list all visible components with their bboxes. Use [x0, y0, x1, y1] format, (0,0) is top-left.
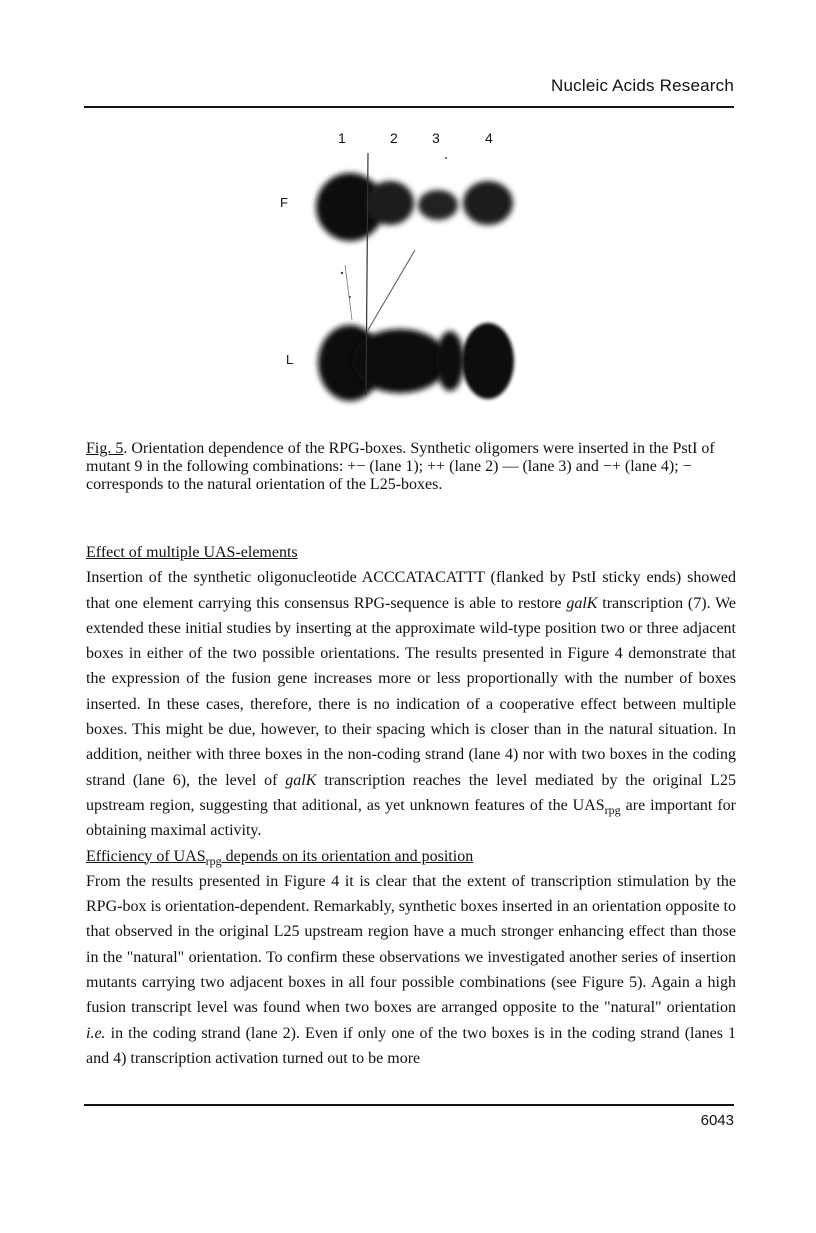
lane-label-1: 1: [338, 130, 346, 146]
paragraph-multiple-uas: Insertion of the synthetic oligonucleotide ACCCATACATTT (flanked by PstI sticky ends) showed that one element carrying this consensus RPG-sequence is able to restore galK transcription (7). We extended these initial studies by inserting at the approximate wild-type position two or three adjacent boxes in either of the two possible orientations. The results presented in Figure 4 demonstrate that the expression of the fusion gene increases more or less proportionally with the number of boxes inserted. In these cases, therefore, there is no indication of a cooperative effect between multiple boxes. This might be due, however, to their spacing which is closer than in the natural situation. In addition, neither with three boxes in the non-coding strand (lane 4) nor with two boxes in the coding strand (lane 6), the level of galK transcription reaches the level mediated by the original L25 upstream region, suggesting that aditional, as yet unknown features of the $UAS_{rpg}$ are important for obtaining maximal activity.: [86, 569, 737, 840]
section-heading-multiple-uas: Effect of multiple UAS-elements: [86, 544, 298, 561]
gel-image: [270, 125, 540, 415]
journal-title: Nucleic Acids Research: [551, 76, 734, 95]
gel-figure: [270, 125, 540, 415]
caption-label: Fig. 5: [86, 440, 124, 457]
band-label-f: F: [280, 195, 288, 210]
caption-text: . Orientation dependence of the RPG-boxes. Synthetic oligomers were inserted in the PstI of mutant 9 in the following combinations: +− (lane 1); ++ (lane 2) — (lane 3) and −+ (lane 4); − corresponds to the natural orientation of the L25-boxes.: [86, 440, 715, 493]
footer-rule: [84, 1104, 734, 1106]
figure-caption: [86, 440, 736, 494]
section-heading-orientation: Efficiency of $UAS_{rpg}$ depends on its orientation and position: [86, 847, 474, 868]
body-text: [86, 540, 736, 1071]
lane-label-2: 2: [390, 130, 398, 146]
lane-label-3: 3: [432, 130, 440, 146]
running-header: [84, 74, 734, 104]
lane-label-4: 4: [485, 130, 493, 146]
band-label-l: L: [286, 352, 294, 367]
paragraph-orientation: From the results presented in Figure 4 it is clear that the extent of transcription stimulation by the RPG-box is orientation-dependent. Remarkably, synthetic boxes inserted in an orientation opposite to that observed in the original L25 upstream region have a much stronger enhancing effect than those in the "natural" orientation. To confirm these observations we investigated another series of insertion mutants carrying two adjacent boxes in all four possible combinations (see Figure 5). Again a high fusion transcript level was found when two boxes are arranged opposite to the "natural" orientation i.e. in the coding strand (lane 2). Even if only one of the two boxes is in the coding strand (lanes 1 and 4) transcription activation turned out to be more: [86, 872, 736, 1067]
page-number: 6043: [700, 1112, 734, 1129]
header-rule: [84, 106, 734, 108]
